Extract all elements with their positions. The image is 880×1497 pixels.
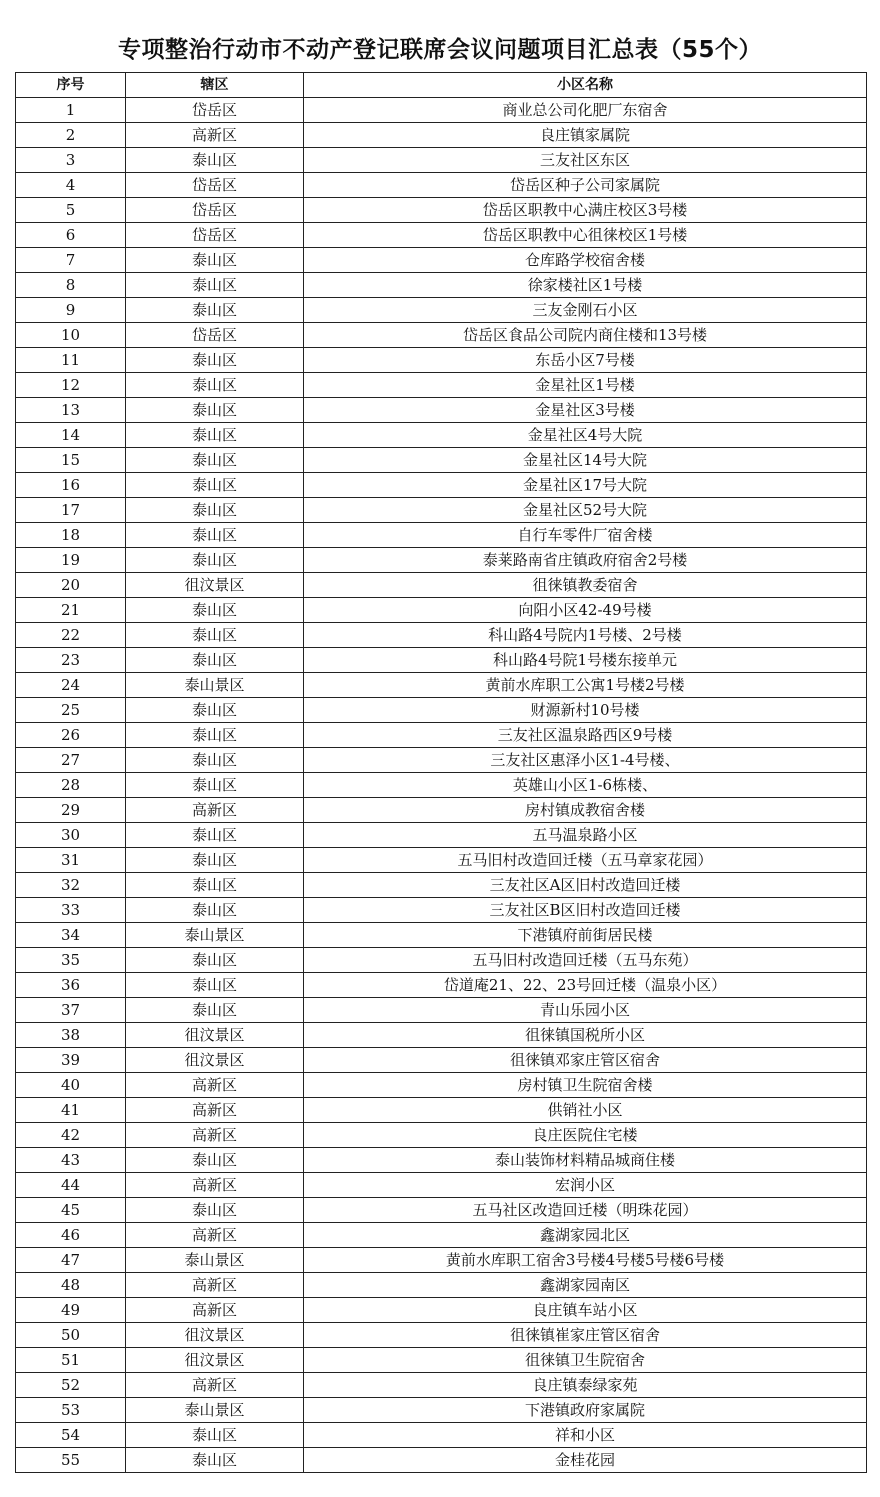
- community-name-cell: 三友社区东区: [304, 148, 867, 173]
- index-cell: 10: [16, 323, 126, 348]
- district-cell: 泰山区: [126, 498, 304, 523]
- index-cell: 51: [16, 1348, 126, 1373]
- community-name-cell: 岱岳区食品公司院内商住楼和13号楼: [304, 323, 867, 348]
- index-cell: 45: [16, 1198, 126, 1223]
- table-row: [16, 1098, 867, 1123]
- community-name-cell: 鑫湖家园南区: [304, 1273, 867, 1298]
- district-cell: 高新区: [126, 123, 304, 148]
- index-cell: 27: [16, 748, 126, 773]
- community-name-cell: 金星社区52号大院: [304, 498, 867, 523]
- community-name-cell: 良庄镇泰绿家苑: [304, 1373, 867, 1398]
- table-row: [16, 1073, 867, 1098]
- district-cell: 泰山区: [126, 148, 304, 173]
- table-row: [16, 1023, 867, 1048]
- table-row: [16, 473, 867, 498]
- district-cell: 泰山区: [126, 623, 304, 648]
- table-row: [16, 1373, 867, 1398]
- district-cell: 泰山区: [126, 448, 304, 473]
- community-name-cell: 良庄镇家属院: [304, 123, 867, 148]
- community-name-cell: 仓库路学校宿舍楼: [304, 248, 867, 273]
- table-row: [16, 748, 867, 773]
- community-name-cell: 自行车零件厂宿舍楼: [304, 523, 867, 548]
- district-cell: 泰山区: [126, 398, 304, 423]
- community-name-cell: 徂徕镇教委宿舍: [304, 573, 867, 598]
- index-cell: 43: [16, 1148, 126, 1173]
- community-name-cell: 三友社区惠泽小区1-4号楼、: [304, 748, 867, 773]
- district-cell: 高新区: [126, 1373, 304, 1398]
- community-name-cell: 东岳小区7号楼: [304, 348, 867, 373]
- index-cell: 25: [16, 698, 126, 723]
- table-row: [16, 973, 867, 998]
- index-cell: 46: [16, 1223, 126, 1248]
- district-cell: 泰山区: [126, 1448, 304, 1473]
- table-row: [16, 1273, 867, 1298]
- community-name-cell: 泰山装饰材料精品城商住楼: [304, 1148, 867, 1173]
- district-cell: 泰山区: [126, 523, 304, 548]
- table-header-row: [16, 73, 867, 98]
- community-name-cell: 宏润小区: [304, 1173, 867, 1198]
- community-name-cell: 下港镇政府家属院: [304, 1398, 867, 1423]
- table-row: [16, 348, 867, 373]
- district-cell: 徂汶景区: [126, 573, 304, 598]
- table-row: [16, 1298, 867, 1323]
- community-name-cell: 金星社区14号大院: [304, 448, 867, 473]
- index-cell: 9: [16, 298, 126, 323]
- district-cell: 泰山区: [126, 748, 304, 773]
- index-cell: 36: [16, 973, 126, 998]
- district-cell: 岱岳区: [126, 198, 304, 223]
- district-cell: 泰山区: [126, 898, 304, 923]
- district-cell: 泰山区: [126, 348, 304, 373]
- district-cell: 泰山区: [126, 973, 304, 998]
- column-header-community-name: 小区名称: [304, 73, 867, 98]
- community-name-cell: 徂徕镇崔家庄管区宿舍: [304, 1323, 867, 1348]
- community-name-cell: 徐家楼社区1号楼: [304, 273, 867, 298]
- community-name-cell: 金星社区4号大院: [304, 423, 867, 448]
- district-cell: 泰山区: [126, 1148, 304, 1173]
- district-cell: 泰山区: [126, 548, 304, 573]
- district-cell: 泰山景区: [126, 923, 304, 948]
- index-cell: 8: [16, 273, 126, 298]
- table-row: [16, 123, 867, 148]
- district-cell: 岱岳区: [126, 173, 304, 198]
- table-row: [16, 1223, 867, 1248]
- community-name-cell: 金桂花园: [304, 1448, 867, 1473]
- index-cell: 44: [16, 1173, 126, 1198]
- community-name-cell: 徂徕镇邓家庄管区宿舍: [304, 1048, 867, 1073]
- district-cell: 徂汶景区: [126, 1048, 304, 1073]
- community-name-cell: 财源新村10号楼: [304, 698, 867, 723]
- table-row: [16, 948, 867, 973]
- table-row: [16, 223, 867, 248]
- community-name-cell: 岱道庵21、22、23号回迁楼（温泉小区）: [304, 973, 867, 998]
- table-row: [16, 823, 867, 848]
- table-row: [16, 148, 867, 173]
- table-row: [16, 848, 867, 873]
- index-cell: 53: [16, 1398, 126, 1423]
- community-name-cell: 下港镇府前街居民楼: [304, 923, 867, 948]
- column-header-index: 序号: [16, 73, 126, 98]
- community-name-cell: 金星社区1号楼: [304, 373, 867, 398]
- table-row: [16, 1173, 867, 1198]
- index-cell: 52: [16, 1373, 126, 1398]
- table-row: [16, 598, 867, 623]
- table-row: [16, 98, 867, 123]
- community-name-cell: 青山乐园小区: [304, 998, 867, 1023]
- table-row: [16, 1398, 867, 1423]
- community-name-cell: 科山路4号院内1号楼、2号楼: [304, 623, 867, 648]
- table-row: [16, 623, 867, 648]
- community-name-cell: 岱岳区种子公司家属院: [304, 173, 867, 198]
- community-name-cell: 五马旧村改造回迁楼（五马章家花园）: [304, 848, 867, 873]
- index-cell: 50: [16, 1323, 126, 1348]
- table-row: [16, 898, 867, 923]
- district-cell: 泰山景区: [126, 1248, 304, 1273]
- community-name-cell: 岱岳区职教中心满庄校区3号楼: [304, 198, 867, 223]
- index-cell: 41: [16, 1098, 126, 1123]
- table-row: [16, 1048, 867, 1073]
- table-row: [16, 1448, 867, 1473]
- community-name-cell: 徂徕镇卫生院宿舍: [304, 1348, 867, 1373]
- community-name-cell: 岱岳区职教中心徂徕校区1号楼: [304, 223, 867, 248]
- table-row: [16, 273, 867, 298]
- index-cell: 31: [16, 848, 126, 873]
- index-cell: 55: [16, 1448, 126, 1473]
- community-name-cell: 三友社区B区旧村改造回迁楼: [304, 898, 867, 923]
- index-cell: 38: [16, 1023, 126, 1048]
- index-cell: 24: [16, 673, 126, 698]
- column-header-district: 辖区: [126, 73, 304, 98]
- district-cell: 泰山区: [126, 823, 304, 848]
- community-name-cell: 英雄山小区1-6栋楼、: [304, 773, 867, 798]
- district-cell: 泰山区: [126, 248, 304, 273]
- table-row: [16, 773, 867, 798]
- table-row: [16, 1148, 867, 1173]
- table-row: [16, 698, 867, 723]
- community-name-cell: 五马旧村改造回迁楼（五马东苑）: [304, 948, 867, 973]
- district-cell: 泰山区: [126, 698, 304, 723]
- table-row: [16, 723, 867, 748]
- index-cell: 37: [16, 998, 126, 1023]
- table-row: [16, 523, 867, 548]
- index-cell: 47: [16, 1248, 126, 1273]
- index-cell: 22: [16, 623, 126, 648]
- table-row: [16, 248, 867, 273]
- district-cell: 泰山区: [126, 1198, 304, 1223]
- table-row: [16, 448, 867, 473]
- index-cell: 29: [16, 798, 126, 823]
- community-name-cell: 黄前水库职工公寓1号楼2号楼: [304, 673, 867, 698]
- community-name-cell: 五马社区改造回迁楼（明珠花园）: [304, 1198, 867, 1223]
- index-cell: 11: [16, 348, 126, 373]
- index-cell: 48: [16, 1273, 126, 1298]
- district-cell: 徂汶景区: [126, 1323, 304, 1348]
- table-row: [16, 1123, 867, 1148]
- district-cell: 泰山区: [126, 773, 304, 798]
- table-row: [16, 573, 867, 598]
- community-name-cell: 供销社小区: [304, 1098, 867, 1123]
- table-row: [16, 373, 867, 398]
- table-row: [16, 648, 867, 673]
- table-row: [16, 673, 867, 698]
- community-name-cell: 徂徕镇国税所小区: [304, 1023, 867, 1048]
- community-name-cell: 金星社区3号楼: [304, 398, 867, 423]
- district-cell: 高新区: [126, 1073, 304, 1098]
- district-cell: 泰山区: [126, 423, 304, 448]
- community-name-cell: 良庄医院住宅楼: [304, 1123, 867, 1148]
- index-cell: 34: [16, 923, 126, 948]
- district-cell: 泰山区: [126, 598, 304, 623]
- community-name-cell: 三友金刚石小区: [304, 298, 867, 323]
- index-cell: 19: [16, 548, 126, 573]
- index-cell: 13: [16, 398, 126, 423]
- district-cell: 泰山区: [126, 648, 304, 673]
- table-row: [16, 798, 867, 823]
- community-name-cell: 商业总公司化肥厂东宿舍: [304, 98, 867, 123]
- table-row: [16, 873, 867, 898]
- district-cell: 高新区: [126, 1273, 304, 1298]
- table-row: [16, 548, 867, 573]
- page-title: 专项整治行动市不动产登记联席会议问题项目汇总表（55个）: [117, 37, 762, 63]
- index-cell: 40: [16, 1073, 126, 1098]
- community-name-cell: 泰莱路南省庄镇政府宿舍2号楼: [304, 548, 867, 573]
- index-cell: 16: [16, 473, 126, 498]
- table-row: [16, 1198, 867, 1223]
- table-row: [16, 1248, 867, 1273]
- index-cell: 17: [16, 498, 126, 523]
- index-cell: 28: [16, 773, 126, 798]
- index-cell: 1: [16, 98, 126, 123]
- community-name-cell: 祥和小区: [304, 1423, 867, 1448]
- index-cell: 33: [16, 898, 126, 923]
- index-cell: 18: [16, 523, 126, 548]
- district-cell: 高新区: [126, 798, 304, 823]
- table-row: [16, 998, 867, 1023]
- index-cell: 2: [16, 123, 126, 148]
- table-row: [16, 923, 867, 948]
- district-cell: 泰山区: [126, 1423, 304, 1448]
- community-name-cell: 金星社区17号大院: [304, 473, 867, 498]
- table-row: [16, 498, 867, 523]
- district-cell: 泰山景区: [126, 1398, 304, 1423]
- index-cell: 4: [16, 173, 126, 198]
- table-body: [16, 98, 867, 1473]
- district-cell: 泰山区: [126, 373, 304, 398]
- table-row: [16, 298, 867, 323]
- table-row: [16, 323, 867, 348]
- district-cell: 泰山区: [126, 998, 304, 1023]
- community-name-cell: 良庄镇车站小区: [304, 1298, 867, 1323]
- community-name-cell: 鑫湖家园北区: [304, 1223, 867, 1248]
- index-cell: 20: [16, 573, 126, 598]
- index-cell: 21: [16, 598, 126, 623]
- table-row: [16, 398, 867, 423]
- district-cell: 泰山区: [126, 723, 304, 748]
- district-cell: 高新区: [126, 1298, 304, 1323]
- index-cell: 3: [16, 148, 126, 173]
- district-cell: 岱岳区: [126, 323, 304, 348]
- community-name-cell: 房村镇卫生院宿舍楼: [304, 1073, 867, 1098]
- community-name-cell: 科山路4号院1号楼东接单元: [304, 648, 867, 673]
- index-cell: 6: [16, 223, 126, 248]
- district-cell: 泰山区: [126, 873, 304, 898]
- district-cell: 徂汶景区: [126, 1023, 304, 1048]
- community-name-cell: 房村镇成教宿舍楼: [304, 798, 867, 823]
- district-cell: 泰山区: [126, 273, 304, 298]
- index-cell: 26: [16, 723, 126, 748]
- district-cell: 高新区: [126, 1223, 304, 1248]
- community-name-cell: 三友社区温泉路西区9号楼: [304, 723, 867, 748]
- table-row: [16, 1323, 867, 1348]
- district-cell: 泰山区: [126, 473, 304, 498]
- community-name-cell: 黄前水库职工宿舍3号楼4号楼5号楼6号楼: [304, 1248, 867, 1273]
- community-name-cell: 三友社区A区旧村改造回迁楼: [304, 873, 867, 898]
- district-cell: 泰山区: [126, 298, 304, 323]
- index-cell: 49: [16, 1298, 126, 1323]
- index-cell: 54: [16, 1423, 126, 1448]
- index-cell: 7: [16, 248, 126, 273]
- district-cell: 高新区: [126, 1173, 304, 1198]
- district-cell: 泰山景区: [126, 673, 304, 698]
- summary-table: [15, 72, 867, 1473]
- district-cell: 泰山区: [126, 948, 304, 973]
- district-cell: 高新区: [126, 1098, 304, 1123]
- district-cell: 岱岳区: [126, 223, 304, 248]
- table-row: [16, 198, 867, 223]
- community-name-cell: 五马温泉路小区: [304, 823, 867, 848]
- index-cell: 30: [16, 823, 126, 848]
- district-cell: 高新区: [126, 1123, 304, 1148]
- index-cell: 39: [16, 1048, 126, 1073]
- index-cell: 42: [16, 1123, 126, 1148]
- index-cell: 23: [16, 648, 126, 673]
- index-cell: 15: [16, 448, 126, 473]
- table-row: [16, 1423, 867, 1448]
- index-cell: 32: [16, 873, 126, 898]
- index-cell: 35: [16, 948, 126, 973]
- table-row: [16, 423, 867, 448]
- district-cell: 泰山区: [126, 848, 304, 873]
- table-row: [16, 173, 867, 198]
- district-cell: 岱岳区: [126, 98, 304, 123]
- community-name-cell: 向阳小区42-49号楼: [304, 598, 867, 623]
- table-row: [16, 1348, 867, 1373]
- index-cell: 5: [16, 198, 126, 223]
- index-cell: 14: [16, 423, 126, 448]
- index-cell: 12: [16, 373, 126, 398]
- district-cell: 徂汶景区: [126, 1348, 304, 1373]
